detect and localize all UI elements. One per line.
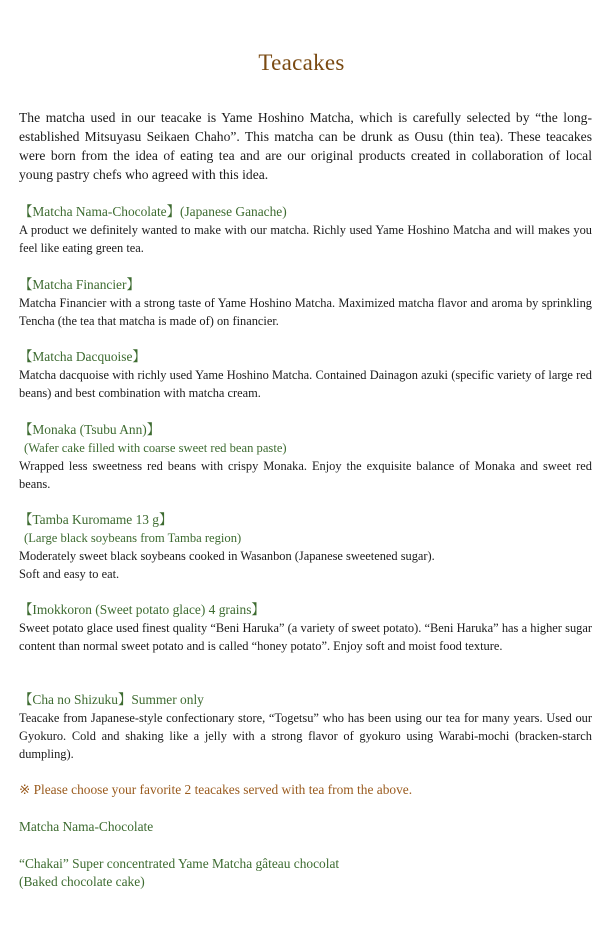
item-tamba-kuromame [19,511,592,583]
item-imokkoron [19,601,592,655]
item-title: 【Matcha Nama-Chocolate】(Japanese Ganache) [19,204,287,219]
selection-note: ※ Please choose your favorite 2 teacakes served with tea from the above. [19,782,413,797]
item-description: Matcha Financier with a strong taste of Yame Hoshino Matcha. Maximized matcha flavor and aroma by sprinkling Tencha (the tea that matcha is made of) on financier. [19,296,592,328]
item-title: 【Matcha Dacquoise】 [19,349,146,364]
item-matcha-nama-chocolate [19,203,592,257]
item-matcha-dacquoise [19,348,592,402]
choice-nama-chocolate: Matcha Nama-Chocolate [19,819,154,834]
item-title: 【Matcha Financier】 [19,277,140,292]
item-title: 【Monaka (Tsubu Ann)】 [19,422,161,437]
intro-paragraph: The matcha used in our teacake is Yame Hoshino Matcha, which is carefully selected by “the long- established Mitsuyasu Seikaen Chaho”. This matcha can be drunk as Ousu (thin tea). These teacakes were born from the idea of eating tea and are our original products created in collaboration of local young pastry chefs who agreed with this idea. [19,110,592,182]
item-title: 【Imokkoron (Sweet potato glace) 4 grains】 [19,602,265,617]
item-description: Teacake from Japanese-style confectionary store, “Togetsu” who has been using our tea for many years. Used our Gyokuro. Cold and shaking like a jelly with a strong flavor of gyokuro using Warabi-mochi (bracken-starch dumpling). [19,711,592,761]
item-matcha-financier [19,276,592,330]
page-title: Teacakes [258,50,345,75]
choice-gateau-subtitle: (Baked chocolate cake) [19,874,145,889]
choice-gateau-chocolat: “Chakai” Super concentrated Yame Matcha gâteau chocolat [19,856,340,871]
item-description: Sweet potato glace used finest quality “Beni Haruka” (a variety of sweet potato). “Beni Haruka” has a higher sugar content than normal sweet potato and is called “honey potato”. Enjoy soft and moist food texture. [19,621,592,653]
item-description: Moderately sweet black soybeans cooked in Wasanbon (Japanese sweetened sugar). Soft and easy to eat. [19,549,435,581]
item-cha-no-shizuku [19,691,592,763]
item-description: A product we definitely wanted to make with our matcha. Richly used Yame Hoshino Matcha and will makes you feel like eating green tea. [19,223,592,255]
item-description: Wrapped less sweetness red beans with crispy Monaka. Enjoy the exquisite balance of Monaka and sweet red beans. [19,459,592,491]
item-subtitle: (Wafer cake filled with coarse sweet red bean paste) [24,441,287,455]
item-monaka [19,421,592,493]
item-description: Matcha dacquoise with richly used Yame Hoshino Matcha. Contained Dainagon azuki (specific variety of large red beans) and best combination with matcha cream. [19,368,592,400]
item-title: 【Tamba Kuromame 13 g】 [19,512,173,527]
item-subtitle: (Large black soybeans from Tamba region) [24,531,242,545]
item-title: 【Cha no Shizuku】Summer only [19,692,204,707]
